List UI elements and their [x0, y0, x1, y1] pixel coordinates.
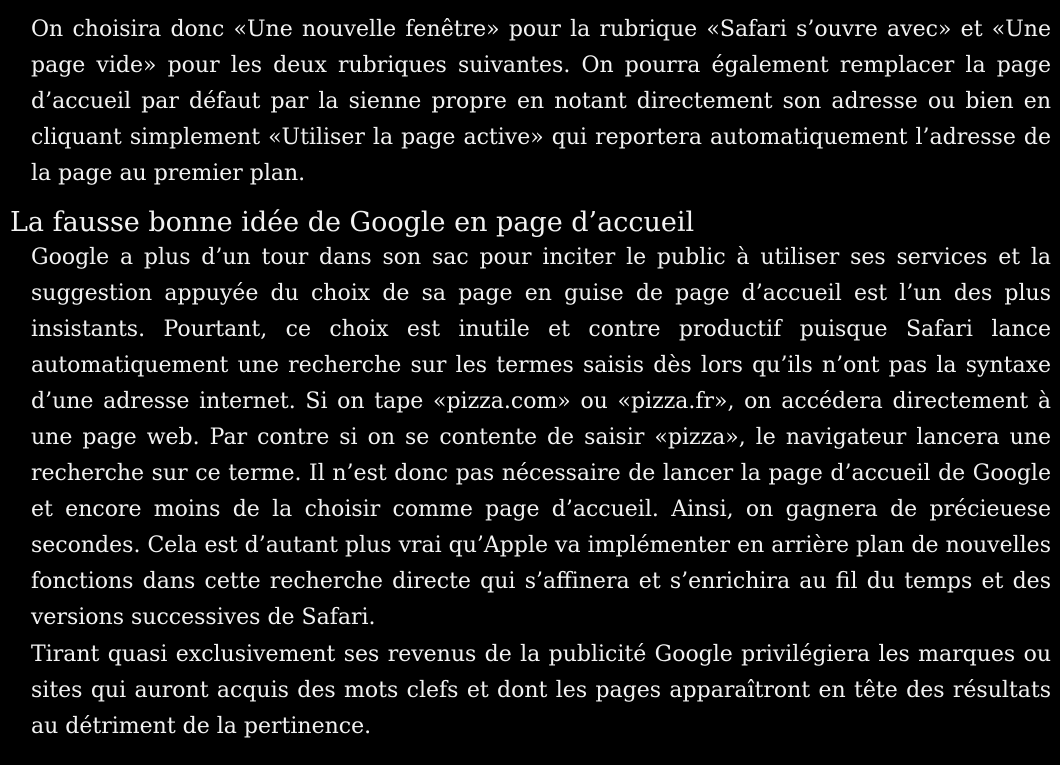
body-paragraph: Google a plus d’un tour dans son sac pour inciter le public à utiliser ses services et la suggestion appuyée du choix de sa page en guise de page d’accueil est l’un des plus insistants. Pourtant, ce choix est inutile et contre productif puisque Safari lance automatiquement une recherche sur les termes saisis dès lors qu’ils n’ont pas la syntaxe d’une adresse internet. Si on tape «pizza.com» ou «pizza.fr», on accédera directement à une page web. Par contre si on se contente de saisir «pizza», le navigateur lancera une recherche sur ce terme. Il n’est donc pas nécessaire de lancer la page d’accueil de Google et encore moins de la choisir comme page d’accueil. Ainsi, on gagnera de précieuese secondes. Cela est d’autant plus vrai qu’Apple va implémenter en arrière plan de nouvelles fonctions dans cette recherche directe qui s’affinera et s’enrichira au fil du temps et des versions successives de Safari. — [31, 245, 1051, 630]
section-heading: La fausse bonne idée de Google en page d’accueil — [10, 207, 695, 238]
body-paragraph: Tirant quasi exclusivement ses revenus de la publicité Google privilégiera les marques ou sites qui auront acquis des mots clefs et dont les pages apparaîtront en tête des résultats au détriment de la pertinence. — [31, 642, 1051, 739]
intro-paragraph: On choisira donc «Une nouvelle fenêtre» pour la rubrique «Safari s’ouvre avec» et «Une page vide» pour les deux rubriques suivantes. On pourra également remplacer la page d’accueil par défaut par la sienne propre en notant directement son adresse ou bien en cliquant simplement «Utiliser la page active» qui reportera automatiquement l’adresse de la page au premier plan. — [31, 17, 1051, 186]
